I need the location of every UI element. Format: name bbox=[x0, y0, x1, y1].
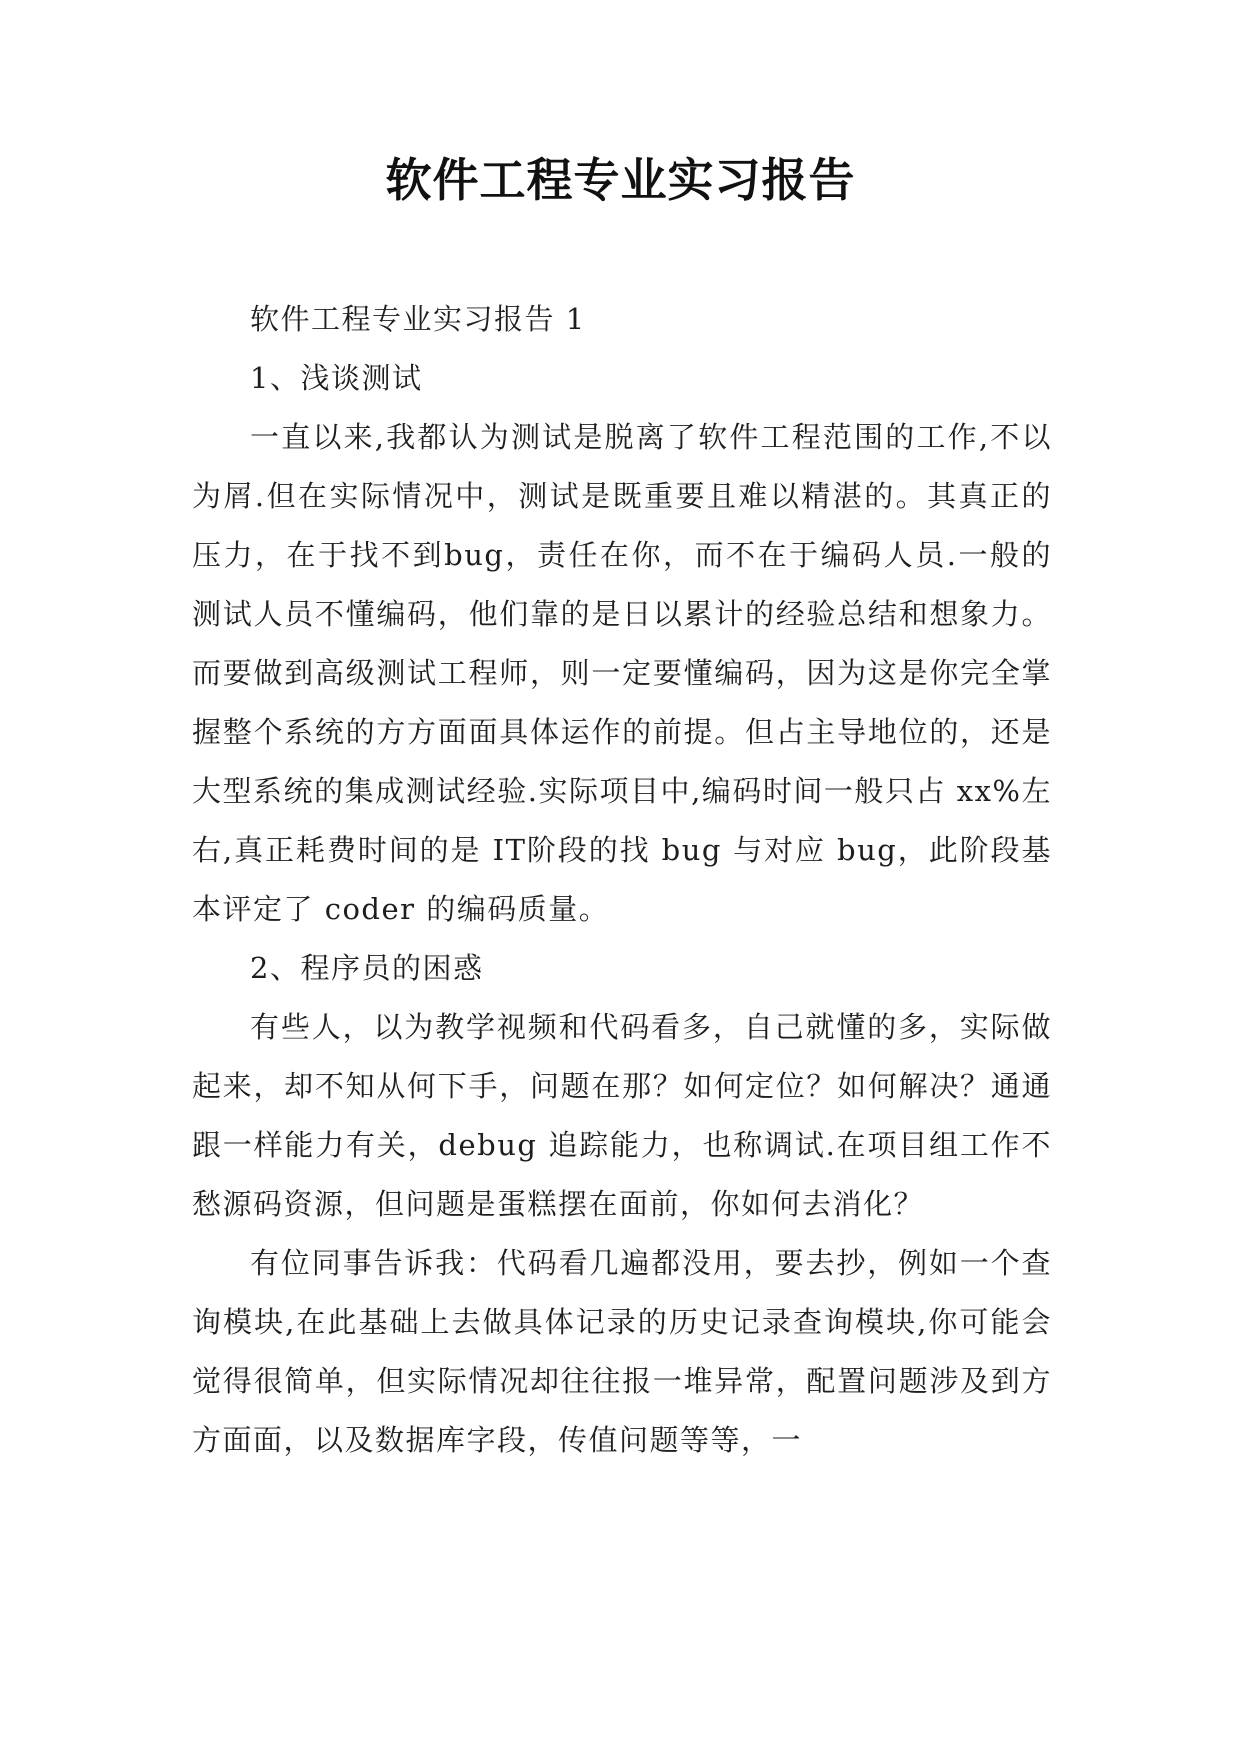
subheading-testing: 1、浅谈测试 bbox=[250, 361, 423, 395]
document-title: 软件工程专业实习报告 bbox=[385, 153, 856, 207]
section-title: 软件工程专业实习报告 1 bbox=[250, 302, 586, 336]
paragraph-colleague-advice: 有位同事告诉我：代码看几遍都没用，要去抄，例如一个查询模块,在此基础上去做具体记录的历史记录查询模块,你可能会觉得很简单，但实际情况却往往报一堆异常，配置问题涉及到方方面面，以及数据库字段，传值问题等等，一 bbox=[192, 1246, 1052, 1457]
paragraph-confusion: 有些人，以为教学视频和代码看多，自己就懂的多，实际做起来，却不知从何下手，问题在那？如何定位？如何解决？通通跟一样能力有关，debug 追踪能力，也称调试.在项目组工作不愁源码资源，但问题是蛋糕摆在面前，你如何去消化？ bbox=[192, 1010, 1052, 1221]
paragraph-testing: 一直以来,我都认为测试是脱离了软件工程范围的工作,不以为屑.但在实际情况中，测试是既重要且难以精湛的。其真正的压力，在于找不到bug，责任在你，而不在于编码人员.一般的测试人员不懂编码，他们靠的是日以累计的经验总结和想象力。而要做到高级测试工程师，则一定要懂编码，因为这是你完全掌握整个系统的方方面面具体运作的前提。但占主导地位的，还是大型系统的集成测试经验.实际项目中,编码时间一般只占 xx%左右,真正耗费时间的是 IT阶段的找 bug 与对应 bug，此阶段基本评定了 coder 的编码质量。 bbox=[192, 420, 1052, 926]
subheading-programmer-confusion: 2、程序员的困惑 bbox=[250, 951, 484, 985]
document-body bbox=[192, 290, 1052, 1470]
